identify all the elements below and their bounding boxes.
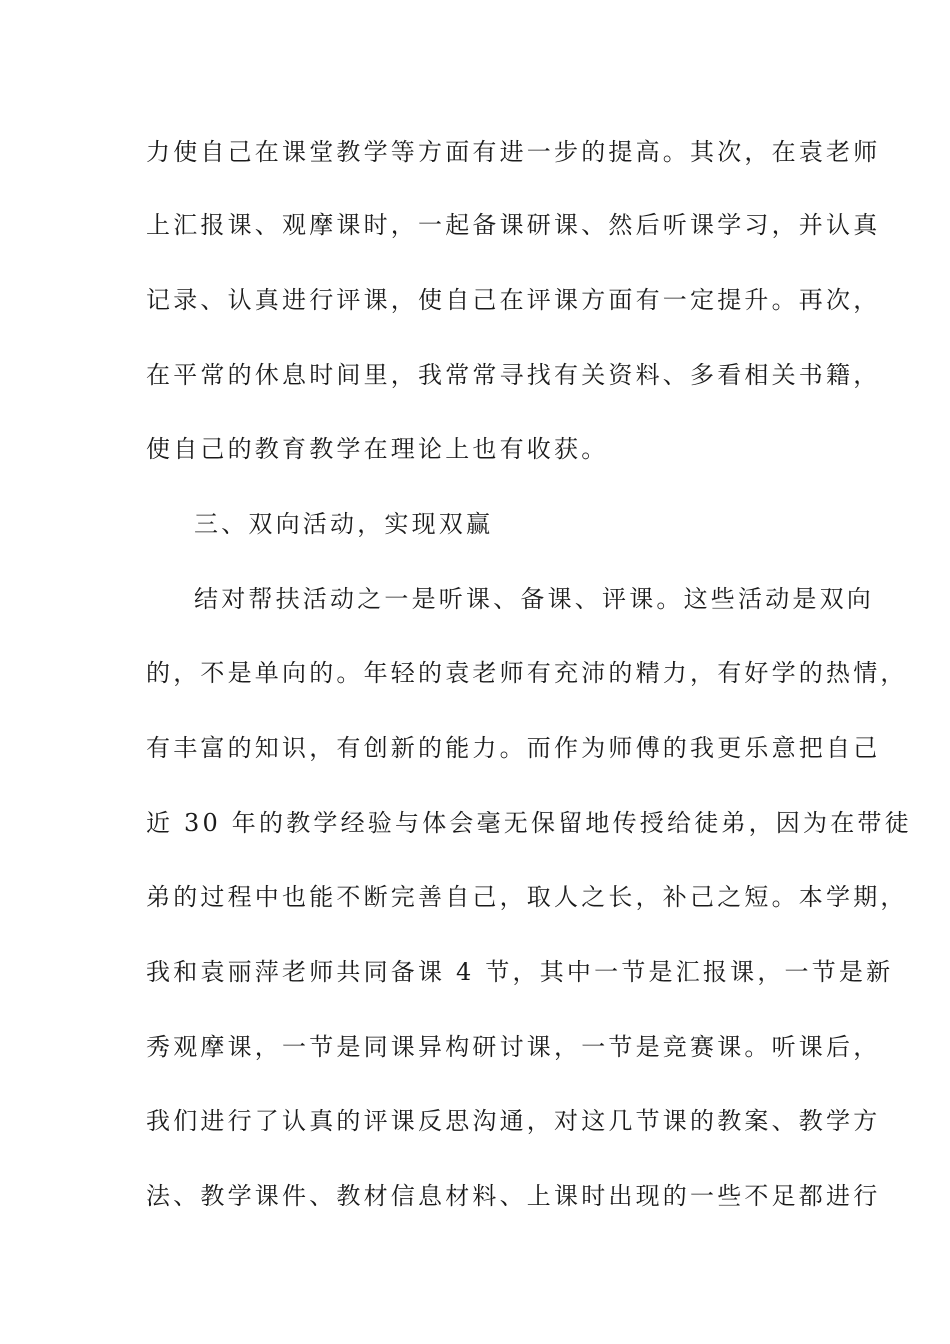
text-line-5: 使自己的教育教学在理论上也有收获。 <box>146 435 609 463</box>
text-line-13: 秀观摩课，一节是同课异构研讨课，一节是竞赛课。听课后， <box>146 1033 881 1061</box>
text-line-4: 在平常的休息时间里，我常常寻找有关资料、多看相关书籍， <box>146 361 881 389</box>
text-line-14: 我们进行了认真的评课反思沟通，对这几节课的教案、教学方 <box>146 1107 881 1135</box>
text-line-12: 我和袁丽萍老师共同备课 4 节，其中一节是汇报课，一节是新 <box>146 958 894 986</box>
section-heading: 三、双向活动，实现双赢 <box>194 510 494 538</box>
text-line-1: 力使自己在课堂教学等方面有进一步的提高。其次，在袁老师 <box>146 138 881 166</box>
text-line-2: 上汇报课、观摩课时，一起备课研课、然后听课学习，并认真 <box>146 211 881 239</box>
text-line-9: 有丰富的知识，有创新的能力。而作为师傅的我更乐意把自己 <box>146 734 881 762</box>
text-line-10: 近 30 年的教学经验与体会毫无保留地传授给徒弟，因为在带徒 <box>146 809 912 837</box>
text-line-15: 法、教学课件、教材信息材料、上课时出现的一些不足都进行 <box>146 1182 881 1210</box>
text-line-7: 结对帮扶活动之一是听课、备课、评课。这些活动是双向 <box>194 585 874 613</box>
text-line-11: 弟的过程中也能不断完善自己，取人之长，补己之短。本学期， <box>146 883 908 911</box>
text-line-3: 记录、认真进行评课，使自己在评课方面有一定提升。再次， <box>146 286 881 314</box>
text-line-8: 的，不是单向的。年轻的袁老师有充沛的精力，有好学的热情， <box>146 659 908 687</box>
